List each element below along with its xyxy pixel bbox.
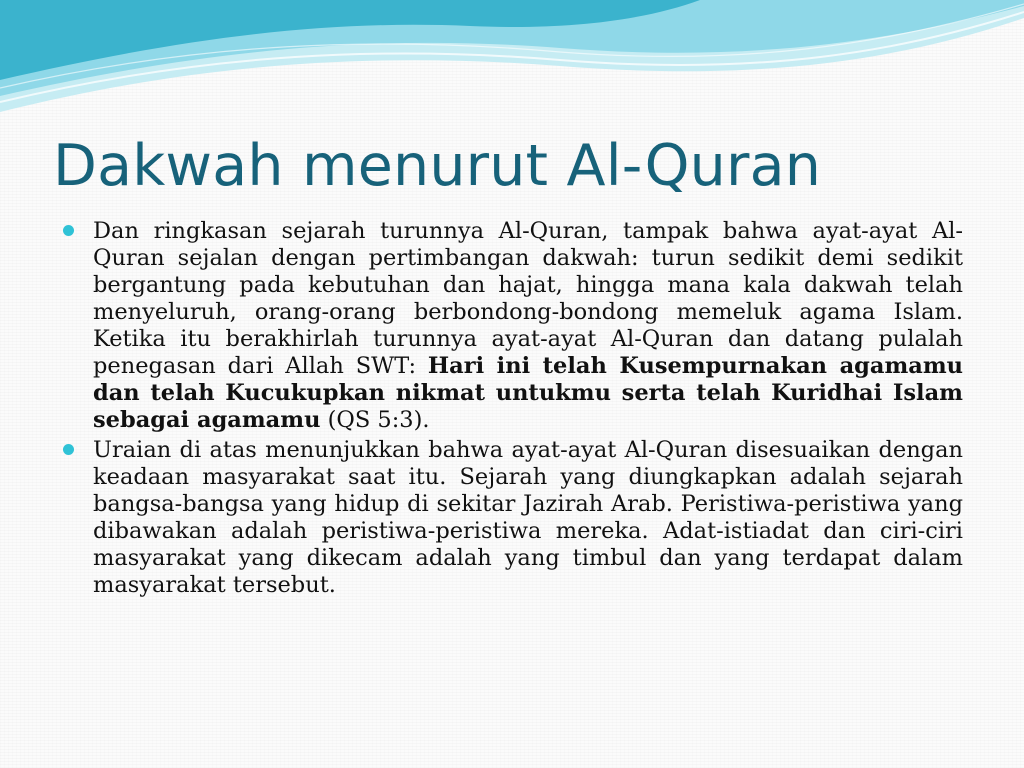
bullet-dot-icon (63, 444, 74, 455)
decorative-wave-header (0, 0, 1024, 130)
bullet-dot-icon (63, 225, 74, 236)
slide-title: Dakwah menurut Al-Quran (53, 133, 822, 199)
bullet-list (63, 218, 963, 602)
bullet-item-2 (63, 437, 963, 599)
bullet-2-text: Uraian di atas menunjukkan bahwa ayat-ayat Al-Quran disesuaikan dengan keadaan masyarakat saat itu. Sejarah yang diungkapkan adalah sejarah bangsa-bangsa yang hidup di sekitar Jazirah Arab. Peristiwa-peristiwa yang dibawakan adalah peristiwa-peristiwa mereka. Adat-istiadat dan ciri-ciri masyarakat yang dikecam adalah yang timbul dan yang terdapat dalam masyarakat tersebut. (93, 437, 963, 598)
bullet-item-1 (63, 218, 963, 434)
bullet-1-text-start: Dan ringkasan sejarah turunnya Al-Quran, tampak bahwa ayat-ayat Al-Quran sejalan dengan pertimbangan dakwah: turun sedikit demi sedikit bergantung pada kebutuhan dan hajat, hingga mana kala dakwah telah menyeluruh, orang-orang berbondong-bondong memeluk agama Islam. Ketika itu berakhirlah turunnya ayat-ayat Al-Quran dan datang pulalah penegasan dari Allah SWT: (93, 218, 963, 379)
bullet-1-reference: (QS 5:3). (320, 407, 430, 433)
bullet-1-quran-verse: Hari ini telah Kusempurnakan agamamu dan telah Kucukupkan nikmat untukmu serta telah Kuridhai Islam sebagai agamamu (93, 353, 964, 433)
